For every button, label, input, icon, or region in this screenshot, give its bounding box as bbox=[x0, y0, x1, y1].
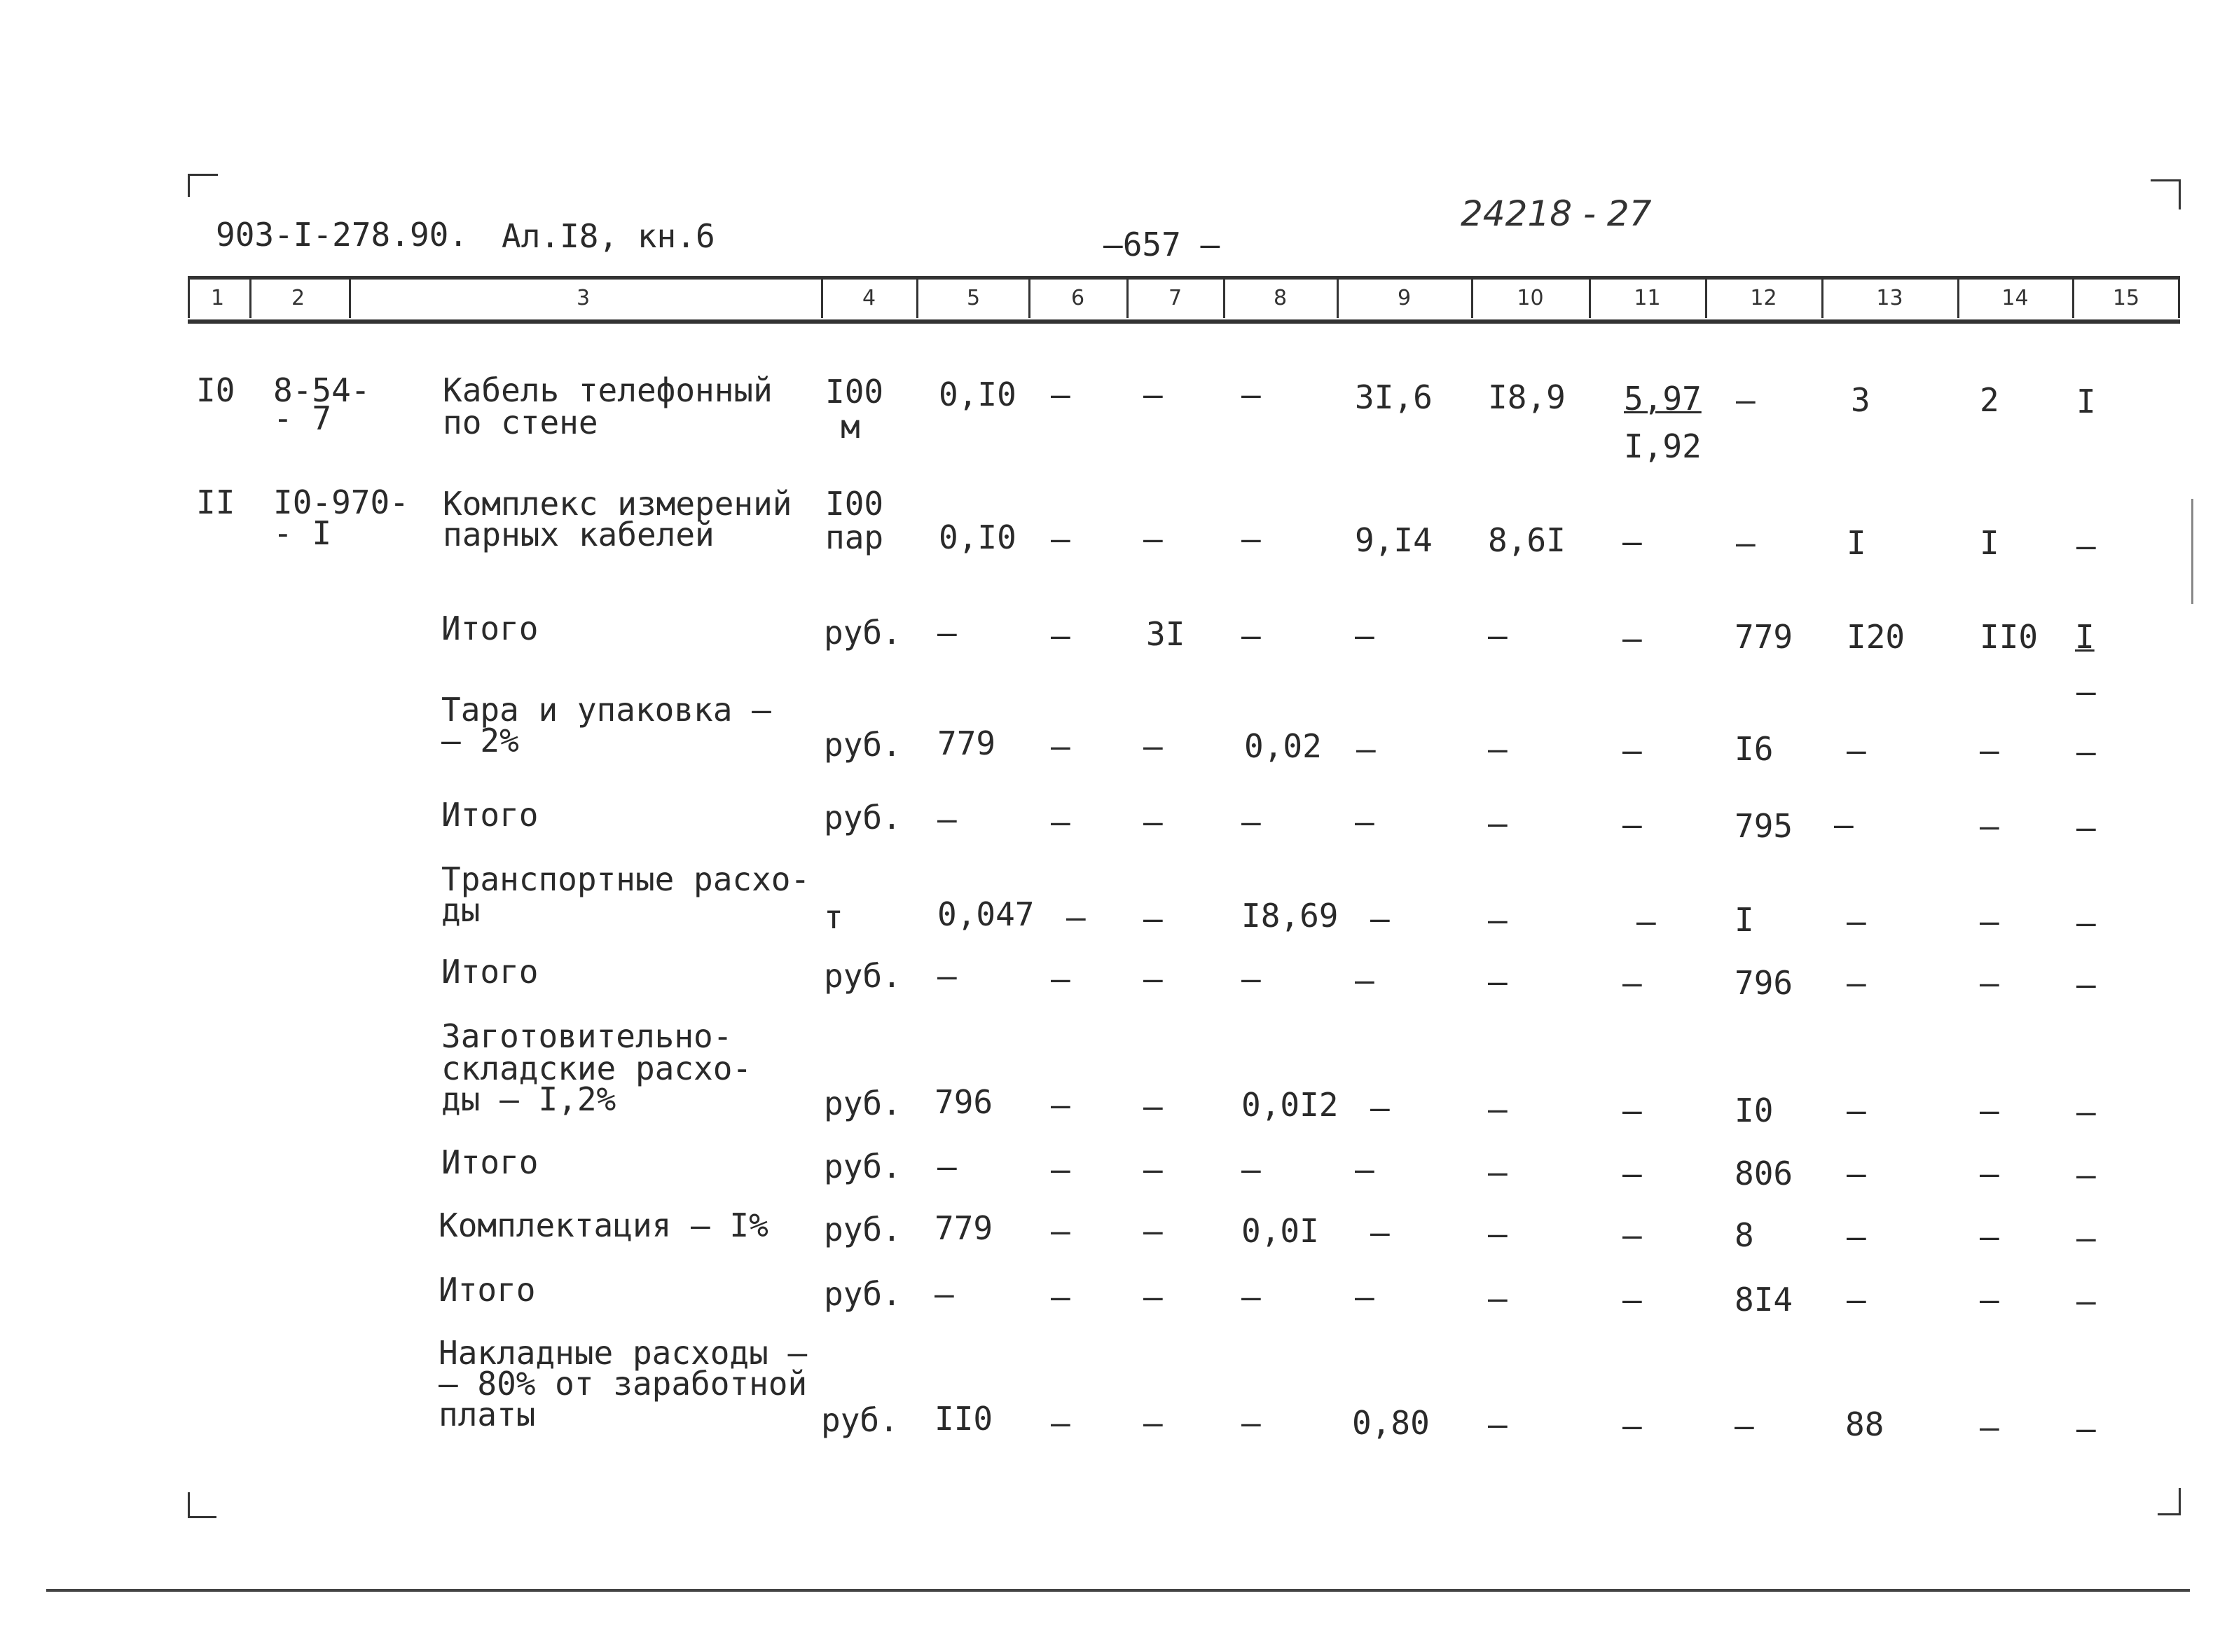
value-col-11: I,92 bbox=[1624, 427, 1702, 465]
value-col-9: – bbox=[1355, 961, 1374, 999]
value-col-8: I8,69 bbox=[1241, 897, 1339, 935]
value-col-14: – bbox=[1980, 807, 1999, 845]
value-col-10: 8,6I bbox=[1488, 521, 1566, 559]
quantity: – bbox=[937, 1148, 957, 1185]
value-col-7: – bbox=[1143, 727, 1163, 765]
value-col-11: – bbox=[1622, 1092, 1642, 1129]
unit: руб. bbox=[824, 1085, 902, 1122]
value-col-8: – bbox=[1241, 960, 1261, 998]
corner-mark-bottom-right bbox=[2158, 1488, 2181, 1515]
value-col-15: – bbox=[2076, 965, 2096, 1003]
value-col-9: – bbox=[1355, 1150, 1374, 1188]
quantity: 0,047 bbox=[937, 895, 1035, 933]
item-name: Тара и упаковка – bbox=[441, 691, 771, 729]
column-number: 2 bbox=[249, 279, 345, 318]
value-col-8: – bbox=[1241, 376, 1261, 413]
value-col-11: – bbox=[1622, 1155, 1642, 1192]
column-number: 1 bbox=[188, 279, 245, 318]
item-name: Итого bbox=[439, 1271, 536, 1309]
value-col-6: – bbox=[1051, 1278, 1070, 1316]
value-col-9: 0,80 bbox=[1352, 1404, 1430, 1442]
corner-mark-top-right bbox=[2151, 179, 2181, 209]
value-col-12: I0 bbox=[1735, 1092, 1774, 1129]
column-number-row bbox=[188, 279, 2180, 321]
value-col-14: – bbox=[1980, 1155, 1999, 1192]
row-number: II bbox=[196, 483, 235, 521]
value-col-10: – bbox=[1488, 1405, 1508, 1443]
item-name: Накладные расходы – bbox=[439, 1334, 808, 1372]
value-col-7: – bbox=[1143, 1278, 1163, 1316]
column-number: 13 bbox=[1821, 279, 1956, 318]
value-col-12: I bbox=[1735, 901, 1754, 939]
value-col-7: – bbox=[1143, 960, 1163, 998]
value-col-15: – bbox=[2076, 808, 2096, 846]
unit: руб. bbox=[824, 1211, 902, 1248]
item-name: – 2% bbox=[441, 722, 519, 759]
value-col-6: – bbox=[1051, 1212, 1070, 1250]
item-name: по стене bbox=[443, 404, 598, 441]
value-col-13: I20 bbox=[1847, 618, 1905, 656]
column-number: 8 bbox=[1223, 279, 1335, 318]
value-col-6: – bbox=[1066, 898, 1086, 936]
value-col-14: I bbox=[1980, 524, 1999, 562]
value-col-9: – bbox=[1355, 617, 1374, 654]
quantity: II0 bbox=[935, 1400, 993, 1438]
quantity: 796 bbox=[935, 1083, 993, 1121]
value-col-11: – bbox=[1622, 964, 1642, 1002]
value-col-13: – bbox=[1847, 731, 1866, 769]
item-name: Комплекс измерений bbox=[443, 485, 792, 523]
value-col-9: – bbox=[1370, 900, 1390, 937]
value-col-8: 0,0I bbox=[1241, 1212, 1319, 1250]
album-reference: Ал.I8, кн.6 bbox=[502, 217, 715, 255]
rate-code: I0-970- bbox=[273, 483, 409, 521]
page-bottom-rule bbox=[46, 1589, 2190, 1592]
value-col-12: 8I4 bbox=[1735, 1281, 1793, 1319]
value-col-12: – bbox=[1736, 524, 1756, 562]
value-col-10: – bbox=[1488, 617, 1508, 654]
item-name: Транспортные расхо- bbox=[441, 860, 811, 898]
value-col-11: – bbox=[1622, 731, 1642, 769]
unit: I00 bbox=[825, 485, 884, 523]
value-col-12: 796 bbox=[1735, 964, 1793, 1002]
item-name: платы bbox=[439, 1396, 536, 1433]
value-col-11: – bbox=[1622, 806, 1642, 844]
unit: I00 bbox=[825, 373, 884, 411]
value-col-14: – bbox=[1980, 731, 1999, 769]
rate-code: 8-54- bbox=[273, 371, 371, 409]
value-col-8: – bbox=[1241, 803, 1261, 841]
unit: руб. bbox=[824, 726, 902, 764]
value-col-6: – bbox=[1051, 727, 1070, 765]
value-col-10: – bbox=[1488, 1090, 1508, 1128]
quantity: – bbox=[937, 957, 957, 995]
quantity: 0,I0 bbox=[939, 518, 1016, 556]
value-col-13: – bbox=[1834, 806, 1854, 844]
item-name: Заготовительно- bbox=[441, 1017, 733, 1055]
item-name: складские расхо- bbox=[441, 1049, 752, 1087]
value-col-12: 806 bbox=[1735, 1155, 1793, 1192]
value-col-14: – bbox=[1980, 1092, 1999, 1129]
value-col-6: – bbox=[1051, 1404, 1070, 1442]
unit: т bbox=[824, 898, 843, 936]
value-col-15: – bbox=[2076, 527, 2096, 565]
unit: руб. bbox=[824, 957, 902, 995]
column-number: 11 bbox=[1589, 279, 1704, 318]
value-col-12: – bbox=[1735, 1407, 1754, 1445]
unit: пар bbox=[825, 518, 884, 556]
item-name: Итого bbox=[441, 953, 539, 991]
value-col-7: – bbox=[1143, 1087, 1163, 1125]
value-col-14: – bbox=[1980, 1408, 1999, 1446]
value-col-13: – bbox=[1847, 1218, 1866, 1255]
column-number: 9 bbox=[1337, 279, 1470, 318]
value-col-15: I bbox=[2076, 383, 2096, 420]
value-col-14: II0 bbox=[1980, 618, 2039, 656]
corner-mark-bottom-left bbox=[188, 1492, 216, 1518]
value-col-7: – bbox=[1143, 1150, 1163, 1188]
right-edge-mark bbox=[2191, 499, 2193, 604]
value-col-9: – bbox=[1356, 730, 1376, 768]
column-number: 15 bbox=[2072, 279, 2180, 318]
value-col-12: 8 bbox=[1735, 1216, 1754, 1254]
value-col-8: 0,02 bbox=[1244, 727, 1322, 765]
quantity: – bbox=[937, 614, 957, 652]
column-number: 14 bbox=[1957, 279, 2071, 318]
header-bottom-rule bbox=[188, 319, 2180, 324]
value-col-6: – bbox=[1051, 520, 1070, 558]
value-col-9: – bbox=[1355, 1278, 1374, 1316]
value-col-11: – bbox=[1622, 619, 1642, 657]
item-name: – 80% от заработной bbox=[439, 1365, 808, 1403]
item-name: Комплектация – I% bbox=[439, 1206, 768, 1244]
value-col-12: – bbox=[1736, 381, 1756, 419]
value-col-10: – bbox=[1488, 730, 1508, 768]
value-col-8: – bbox=[1241, 1404, 1261, 1442]
value-col-7: – bbox=[1143, 803, 1163, 841]
item-name: Итого bbox=[441, 610, 539, 647]
item-name: парных кабелей bbox=[443, 516, 715, 553]
value-col-6: – bbox=[1051, 1086, 1070, 1124]
value-col-10: – bbox=[1488, 963, 1508, 1000]
column-number: 4 bbox=[821, 279, 915, 318]
value-col-8: – bbox=[1241, 520, 1261, 558]
value-col-6: – bbox=[1051, 960, 1070, 998]
value-col-10: – bbox=[1488, 1215, 1508, 1253]
quantity: 0,I0 bbox=[939, 376, 1016, 413]
quantity: – bbox=[935, 1275, 954, 1313]
value-col-9: – bbox=[1370, 1213, 1390, 1251]
value-col-7: – bbox=[1143, 1404, 1163, 1442]
value-col-14: – bbox=[1980, 902, 1999, 940]
value-col-12: I6 bbox=[1735, 730, 1774, 768]
unit: руб. bbox=[824, 1275, 902, 1313]
value-col-15: – bbox=[2076, 1282, 2096, 1320]
value-col-10: I8,9 bbox=[1488, 378, 1566, 416]
value-col-12: 795 bbox=[1735, 807, 1793, 845]
value-col-9: 9,I4 bbox=[1355, 521, 1433, 559]
value-col-11: – bbox=[1622, 523, 1642, 560]
value-col-10: – bbox=[1488, 804, 1508, 842]
value-col-9: – bbox=[1355, 803, 1374, 841]
value-col-9: – bbox=[1370, 1089, 1390, 1127]
value-col-13: I bbox=[1847, 524, 1866, 562]
value-col-15: – bbox=[2076, 673, 2096, 710]
value-col-11: – bbox=[1622, 1407, 1642, 1445]
corner-mark-top-left bbox=[188, 174, 218, 197]
rate-code: - 7 bbox=[273, 399, 332, 437]
value-col-15: – bbox=[2076, 1410, 2096, 1447]
value-col-8: 0,0I2 bbox=[1241, 1086, 1339, 1124]
value-col-13: – bbox=[1847, 902, 1866, 940]
document-code: 903-I-278.90. bbox=[216, 216, 469, 254]
value-col-15: – bbox=[2076, 1156, 2096, 1194]
value-col-7: 3I bbox=[1146, 615, 1185, 653]
unit: руб. bbox=[824, 799, 902, 837]
value-col-15: – bbox=[2076, 733, 2096, 771]
value-col-14: – bbox=[1980, 964, 1999, 1002]
value-col-13: 88 bbox=[1845, 1405, 1884, 1443]
unit: руб. bbox=[821, 1401, 899, 1439]
value-col-11: – bbox=[1636, 902, 1656, 940]
handwritten-reference: 24218 - 27 bbox=[1461, 193, 1652, 234]
item-name: ды bbox=[441, 891, 481, 929]
value-col-10: – bbox=[1488, 901, 1508, 939]
value-col-15: – bbox=[2076, 1093, 2096, 1131]
value-col-6: – bbox=[1051, 617, 1070, 654]
value-col-14: 2 bbox=[1980, 381, 1999, 419]
column-number: 7 bbox=[1126, 279, 1222, 318]
value-col-8: – bbox=[1241, 1150, 1261, 1188]
value-col-7: – bbox=[1143, 520, 1163, 558]
quantity: – bbox=[937, 800, 957, 838]
value-col-13: – bbox=[1847, 964, 1866, 1002]
row-number: I0 bbox=[196, 371, 235, 409]
value-col-8: – bbox=[1241, 617, 1261, 654]
unit: руб. bbox=[824, 614, 902, 652]
value-col-11: – bbox=[1622, 1281, 1642, 1319]
item-name: ды – I,2% bbox=[441, 1080, 616, 1118]
column-number: 6 bbox=[1028, 279, 1125, 318]
unit: м bbox=[841, 408, 860, 446]
value-col-13: 3 bbox=[1851, 381, 1870, 419]
value-col-6: – bbox=[1051, 803, 1070, 841]
value-col-6: – bbox=[1051, 1150, 1070, 1188]
item-name: Итого bbox=[441, 796, 539, 834]
column-number: 12 bbox=[1705, 279, 1820, 318]
value-col-15: – bbox=[2076, 904, 2096, 942]
value-col-15: – bbox=[2076, 1219, 2096, 1257]
item-name: Кабель телефонный bbox=[443, 371, 773, 409]
value-col-11: 5,97 bbox=[1624, 380, 1702, 418]
value-col-7: – bbox=[1143, 900, 1163, 937]
column-number: 10 bbox=[1471, 279, 1587, 318]
value-col-11: – bbox=[1622, 1216, 1642, 1254]
value-col-12: 779 bbox=[1735, 618, 1793, 656]
value-col-10: – bbox=[1488, 1153, 1508, 1191]
rate-code: - I bbox=[273, 514, 332, 552]
value-col-13: – bbox=[1847, 1281, 1866, 1319]
value-col-13: – bbox=[1847, 1155, 1866, 1192]
value-col-7: – bbox=[1143, 1212, 1163, 1250]
column-number: 3 bbox=[349, 279, 815, 318]
value-col-7: – bbox=[1143, 376, 1163, 413]
page-number: —657 — bbox=[1103, 226, 1220, 263]
unit: руб. bbox=[824, 1148, 902, 1185]
value-col-8: – bbox=[1241, 1278, 1261, 1316]
item-name: Итого bbox=[441, 1143, 539, 1181]
column-number: 5 bbox=[916, 279, 1028, 318]
value-col-15: I bbox=[2075, 618, 2095, 656]
value-col-10: – bbox=[1488, 1279, 1508, 1317]
value-col-13: – bbox=[1847, 1092, 1866, 1129]
value-col-14: – bbox=[1980, 1281, 1999, 1319]
quantity: 779 bbox=[937, 724, 996, 762]
value-col-14: – bbox=[1980, 1218, 1999, 1255]
value-col-6: – bbox=[1051, 376, 1070, 413]
value-col-9: 3I,6 bbox=[1355, 378, 1433, 416]
quantity: 779 bbox=[935, 1209, 993, 1247]
